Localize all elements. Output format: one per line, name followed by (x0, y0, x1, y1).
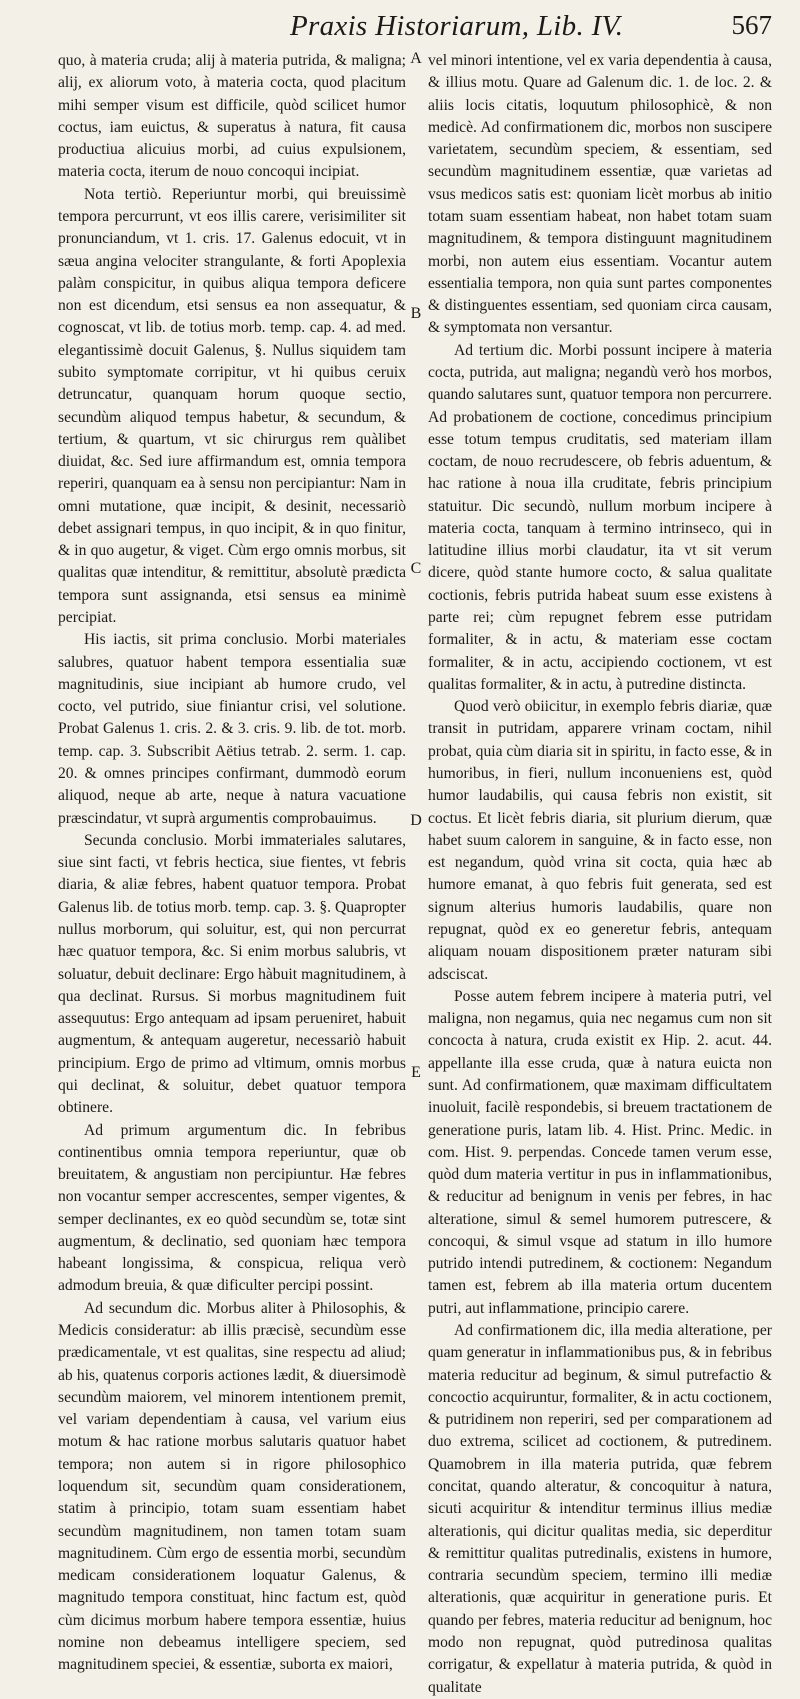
paragraph: Ad secundum dic. Morbus aliter à Philosophis, & Medicis consideratur: ab illis præcisè, secundùm esse prædicamentale, vt est qualitas, sine respectu ad aliud; ab his, quatenus corporis actiones lædit, & diuersimodè secundùm maiorem, vel minorem intentionem premit, vel variam dependentiam à causa, vel varium eius motum & hac ratione morbus salutaris quatuor habet tempora; non autem si in rigore philosophico loquendum sit, secundùm quam considerationem, statim à principio, totam suam essentiam habet secundùm magnitudinem, non tamen totam suam magnitudinem. Cùm ergo de essentia morbi, secundùm medicam considerationem loquatur Galenus, & magnitudo tempora constituat, hinc factum est, quòd cùm dicimus morbum habere tempora essentiæ, huius nomine non debeamus intelligere speciem, sed magnitudinem speciei, & essentiæ, suborta ex maiori, (58, 1299, 406, 1674)
paragraph: Nota tertiò. Reperiuntur morbi, qui breuissimè tempora percurrunt, vt eos illis carere, verisimiliter sit pronunciandum, vt 1. cris. 17. Galenus edocuit, vt in sæua angina velociter strangulante, & forti Apoplexia palàm conspicitur, in quibus aliqua tempora deficere non est dicendum, etsi sensus ea non assequatur, & cognoscat, vt lib. de totius morb. temp. cap. 4. ad med. elegantissimè docuit Galenus, §. Nullus siquidem tam subito symptomate corripitur, vt hi quibus ceruix detruncatur, quanquam horum quoque sectio, secundùm aliquod tempus habetur, & secundum, & tertium, & quartum, vt sic chirurgus rem quàlibet diuidat, &c. Sed iure affirmandum est, omnia tempora reperiri, quanquam ea à sensu non percipiantur: Nam in omni mutatione, quæ incipit, & desinit, necessariò debet assignari tempus, in quo incipit, & in quo finitur, & in quo augetur, & viget. Cùm ergo omnis morbus, sit qualitas quæ intenditur, & remittitur, absolutè prædicta tempora sunt assignanda, etsi sensus ea minimè percipiat. (58, 185, 406, 627)
paragraph: Ad primum argumentum dic. In febribus continentibus omnia tempora reperiuntur, quæ ob breuitatem, & angustiam non percipiuntur. Hæ febres non vocantur semper accrescentes, semper vigentes, & semper declinantes, ex eo quòd secundùm se, totæ sint augmentum, & declinatio, sed quoniam hæc tempora habeant longissima, & conspicua, reliqua verò admodum breuia, & quæ dificulter percipi possint. (58, 1121, 406, 1295)
paragraph: vel minori intentione, vel ex varia dependentia à causa, & illius motu. Quare ad Galenum dic. 1. de loc. 2. & aliis locis citatis, loquutum philosophicè, & non medicè. Ad confirmationem dic, morbos non suscipere varietatem, secundùm speciem, & essentiam, sed secundùm magnitudinem essentiæ, quæ varietas ad vsus medicos satis est: quoniam licèt morbus ab initio totam suam essentiam habeat, non habet totam suam magnitudinem, & tempora distinguunt magnitudinem morbi, non autem eius essentiam. Vocantur autem essentialia tempora, non quia sunt partes componentes & distinguentes essentiam, sed quoniam circa causam, & symptomata non versantur. (428, 52, 772, 337)
paragraph: Posse autem febrem incipere à materia putri, vel maligna, non negamus, quia nec negamus cum non sit concocta à natura, cruda existit ex Hip. 2. acut. 44. appellante illa esse cruda, quæ à natura euicta non sunt. Ad confirmationem, quæ maximam difficultatem inuoluit, facilè respondebis, si breuem tractationem de generatione puris, latam lib. 4. Hist. Princ. Medic. in com. Hist. 9. perpendas. Concede tamen verum esse, quòd dum materia vertitur in pus in inflammationibus, & reducitur ad benignum in venis per febres, in hac alteratione, simul & semel humorem putrescere, & concoqui, & simul vsque ad statum in illo humore putrido intendi putredinem, & coctionem: Negandum tamen est, febrem ab illa materia ortum ducentem putri, aut inflammatione, principio carere. (428, 987, 772, 1317)
left-column (58, 50, 406, 1677)
right-column (428, 50, 772, 1699)
running-title: Praxis Historiarum, Lib. IV. (290, 10, 624, 42)
margin-letter-d: D (410, 812, 422, 829)
paragraph: Quod verò obiicitur, in exemplo febris diariæ, quæ transit in putridam, apparere vrinam coctam, nihil probat, quia cùm diaria sit in spiritu, in facto esse, & in humoribus, in fieri, nullum inconueniens est, quòd humor laudabilis, qui causa febris non existit, sit coctus. Et licèt febris diaria, sit plurium dierum, quæ habet suum calorem in sanguine, & in facto esse, non est negandum, quòd vrina sit cocta, quia hæc ab humore emanat, à quo febris fuit generata, sed est signum alterius humoris laudabilis, quare non repugnat, quòd ex eo generetur febris, antequam aliquam nouam dispositionem præter naturam sibi adsciscat. (428, 698, 772, 983)
margin-letter-c: C (410, 560, 422, 577)
paragraph: quo, à materia cruda; alij à materia putrida, & maligna; alij, ex aliorum voto, à materia cocta, quod placitum mihi semper visum est difficile, quòd scilicet humor coctus, iam euictus, & superatus à natura, fit causa productiua alicuius morbi, ad cuius expulsionem, materia cocta, iterum de nouo concoqui incipiat. (58, 52, 406, 181)
margin-letter-e: E (411, 1064, 421, 1081)
paragraph: Ad tertium dic. Morbi possunt incipere à materia cocta, putrida, aut maligna; negandù verò hos morbos, quando salutares sunt, quatuor tempora non percurrere. Ad probationem de coctione, concedimus principium esse totum tempus cruditatis, sed materiam illam coctam, de nouo recrudescere, ob febris aduentum, & hac ratione à noua illa cruditate, febris principium statuitur. Dic secundò, nullum morbum incipere à materia cocta, tanquam à termino intrinseco, qui in latitudine illius morbi claudatur, ita vt sit verum dicere, quòd stante humore cocto, & salua qualitate coctionis, febris putrida habeat suum esse existens à parte rei; cùm repugnet febrem esse putridam formaliter, & in actu, & materiam esse coctam formaliter, & in actu, accipiendo coctionem, vt est qualitas formaliter, & in actu, à putredine distincta. (428, 341, 772, 693)
paragraph: His iactis, sit prima conclusio. Morbi materiales salubres, quatuor habent tempora essentialia suæ magnitudinis, siue incipiant ab humore crudo, vel cocto, vel putrido, siue finiantur crisi, vel solutione. Probat Galenus 1. cris. 2. & 3. cris. 9. lib. de tot. morb. temp. cap. 3. Subscribit Aëtius tetrab. 2. serm. 1. cap. 20. & omnes principes confirmant, dummodò eorum aliquod, neque ab arte, neque à natura vacuatione præscindatur, vt suprà argumentis comprobauimus. (58, 631, 406, 827)
page-number: 567 (731, 10, 772, 40)
margin-letter-b: B (410, 305, 422, 322)
paragraph: Ad confirmationem dic, illa media alteratione, per quam generatur in inflammationibus pus, & in febribus materia reducitur ad beginum, & simul putrefactio & concoctio acquiruntur, formaliter, & in actu coctionem, & putridinem non reperiri, sed per comparationem ad duo extrema, scilicet ad coctionem, & putredinem. Quamobrem in illa materia putrida, quæ febrem concitat, quando alteratur, & concoquitur à natura, sicuti acquiritur & intenditur terminus illius mediæ alterationis, qui dicitur qualitas media, sic deperditur & remittitur qualitas putredinalis, existens in humore, contraria secundùm speciem, termino illi mediæ alterationis, quæ acquiritur in generatione puris. Et quando per febres, materia reducitur ad benignum, hoc modo non repugnat, quòd putredinosa qualitas corrigatur, & expellatur à materia putrida, & quòd in qualitate (428, 1322, 772, 1696)
margin-letter-a: A (410, 50, 422, 67)
page-header (58, 6, 772, 50)
paragraph: Secunda conclusio. Morbi immateriales salutares, siue sint facti, vt febris hectica, siue fientes, vt febris diaria, & aliæ febres, habent quatuor tempora. Probat Galenus lib. de totius morb. temp. cap. 3. §. Quapropter nullus morborum, qui soluitur, est, qui non percurrat hæc quatuor tempora, &c. Si enim morbus salubris, vt soluatur, debuit declinare: Ergo hàbuit magnitudinem, à qua declinat. Rursus. Si morbus magnitudinem fuit assequutus: Ergo antequam ad ipsam perueniret, habuit augmentum, & antequam augeretur, necessariò habuit principium. Ergo de primo ad vltimum, omnis morbus qui declinat, & soluitur, debet quatuor tempora obtinere. (58, 831, 406, 1117)
